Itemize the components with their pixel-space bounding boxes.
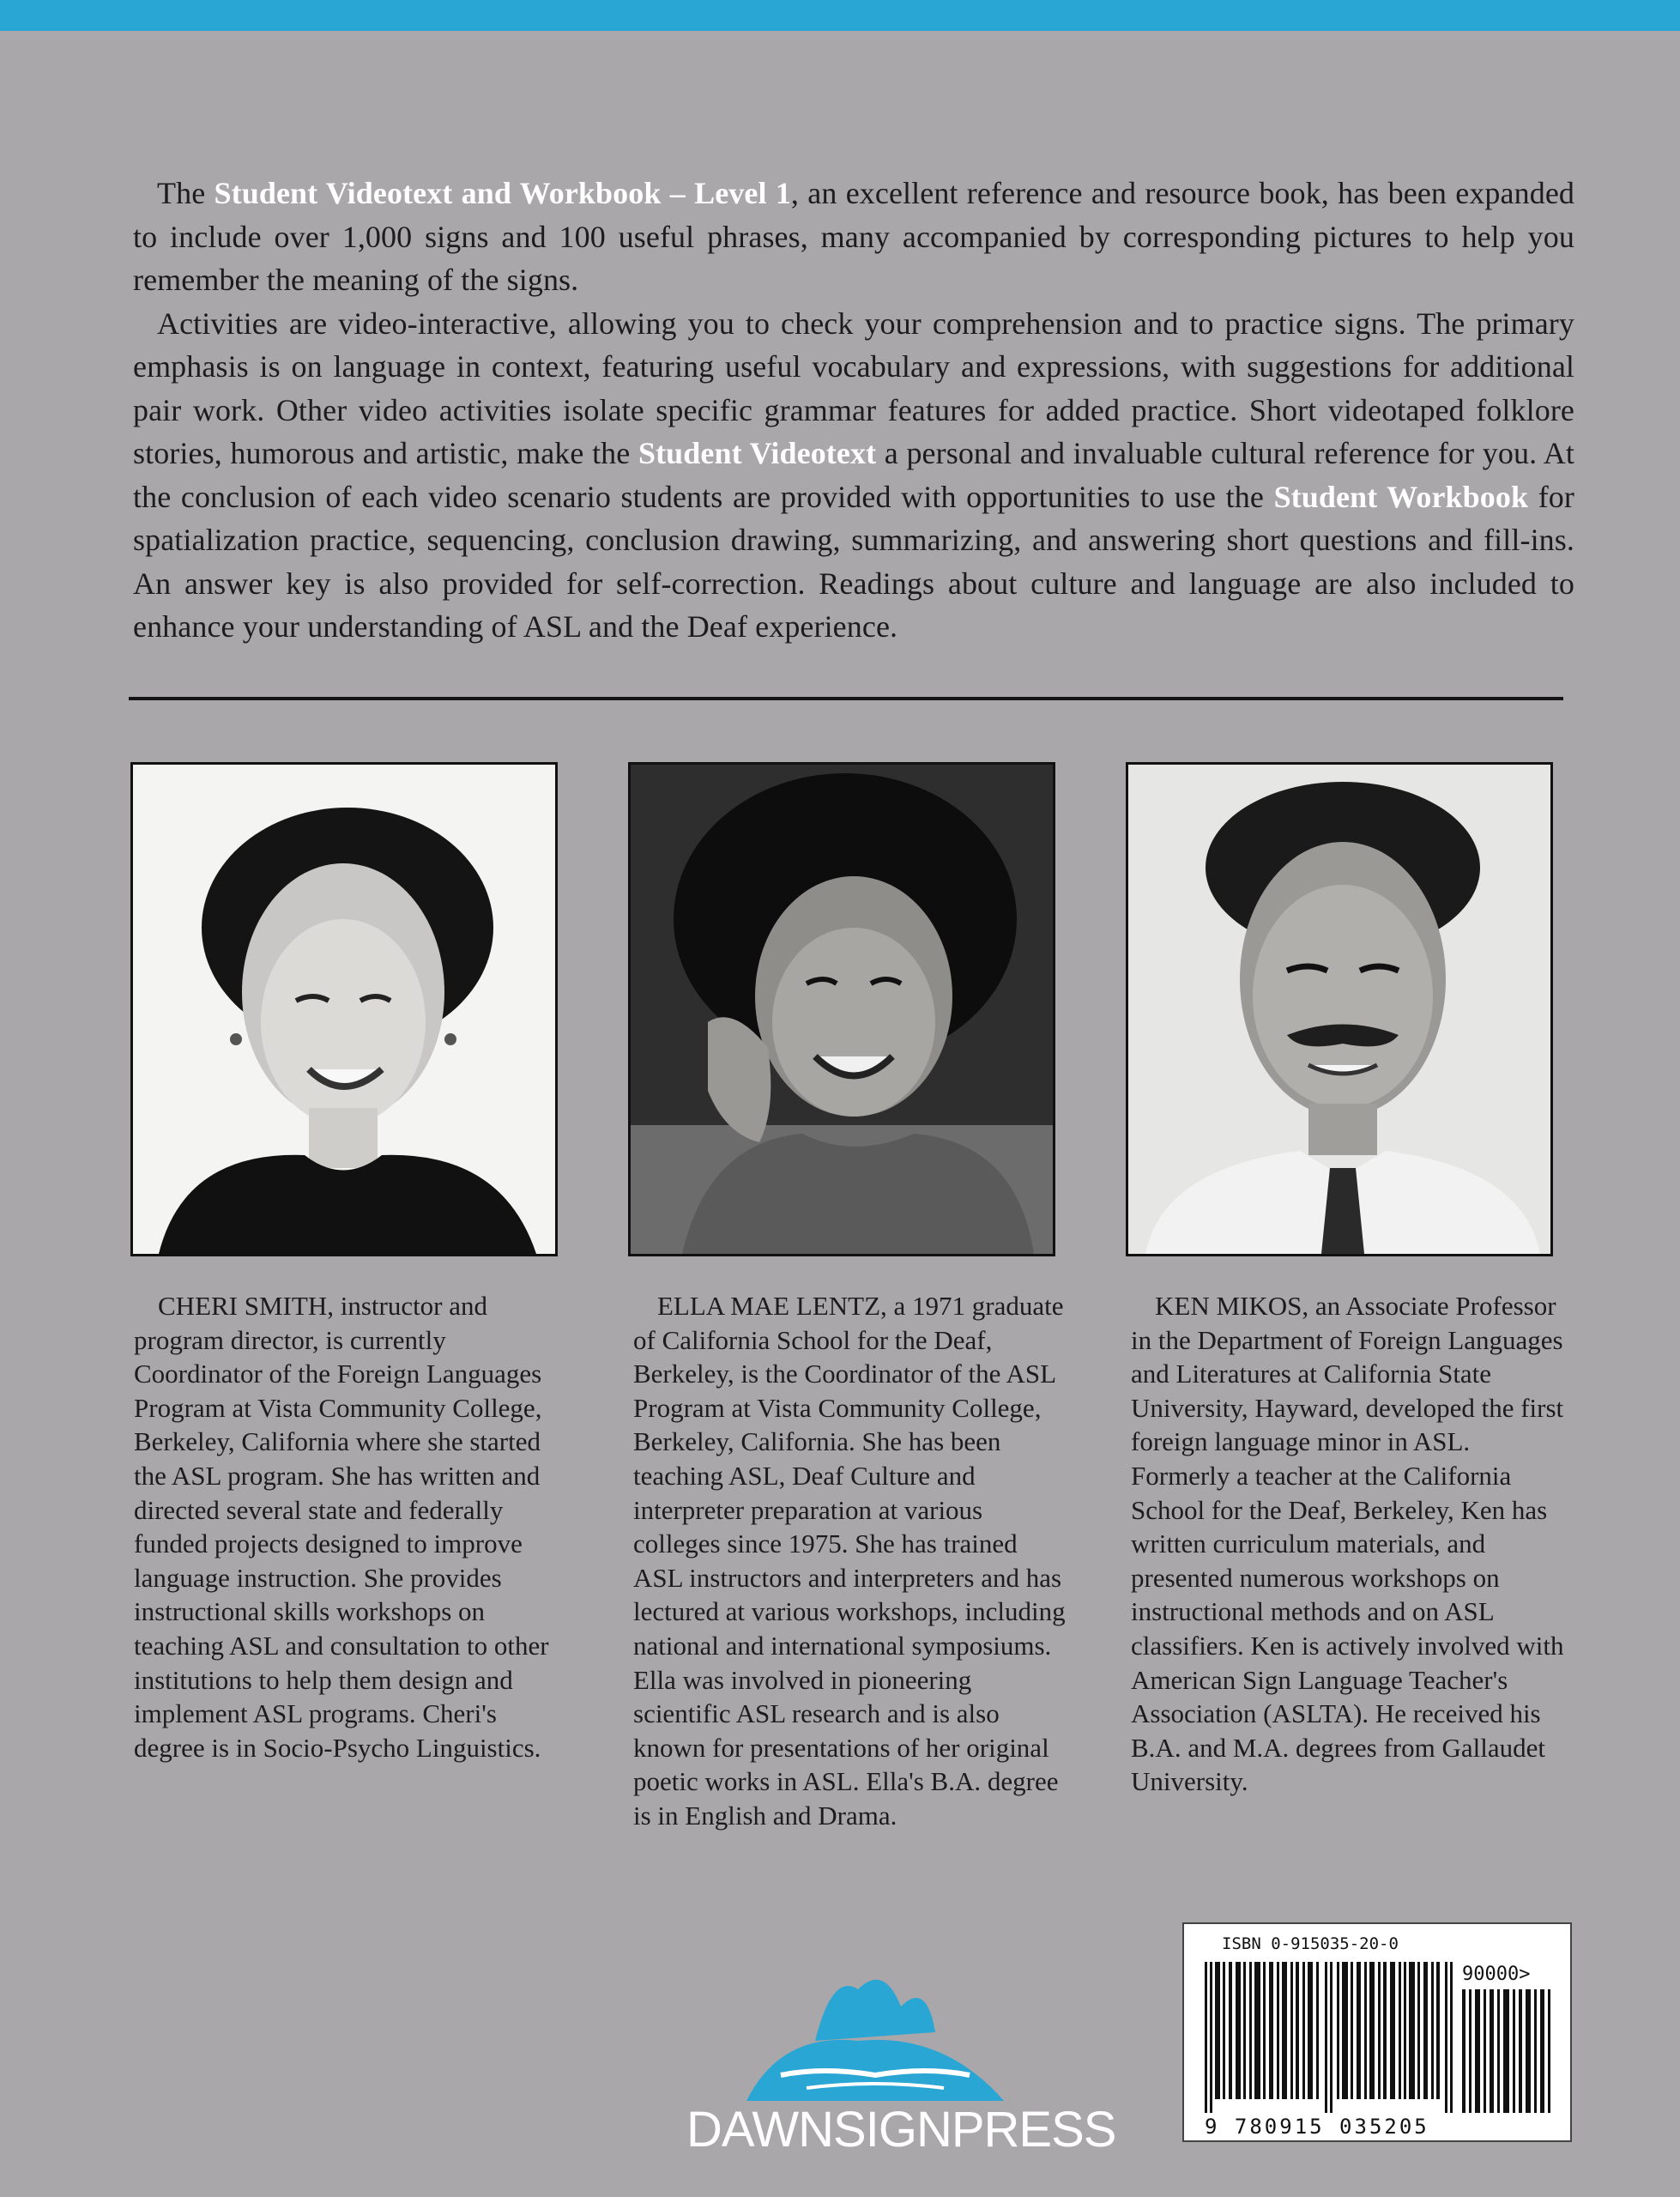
bio-ken-mikos: KEN MIKOS, an Associate Professor in the Department of Foreign Languages and Literatures at California State University, Hayward, developed the first foreign language minor in ASL. Formerly a teacher at the California School for the Deaf, Berkeley, Ken has written curriculum materials, and presented numerous workshops on instructional methods and on ASL classifiers. Ken is actively involved with American Sign Language Teacher's Association (ASLTA). He received his B.A. and M.A. degrees from Gallaudet University. (1131, 1291, 1564, 1797)
price-barcode-bars (1462, 1989, 1556, 2113)
isbn-barcode (1182, 1922, 1572, 2142)
author-photo-ella-mae-lentz (628, 762, 1055, 1256)
price-code: 90000> (1462, 1964, 1531, 1985)
intro-p2-part1: Activities are video-interactive, allowing you to check your comprehension and to practice signs. The primary emphasis is on language in context, featuring useful vocabulary and expressions, with suggestions for additional pair work. Other video activities isolate specific grammar features for added practice. Short videotaped folklore stories, humorous and artistic, make the (133, 306, 1574, 470)
bio-cheri-smith: CHERI SMITH, instructor and program director, is currently Coordinator of the Foreign Languages Program at Vista Community College, Berkeley, California where she started the ASL program. She has written and directed several state and federally funded projects designed to improve language instruction. She provides instructional skills workshops on teaching ASL and consultation to other institutions to help them design and implement ASL programs. Cheri's degree is in Socio-Psycho Linguistics. (134, 1291, 549, 1763)
author-photo-ken-mikos (1126, 762, 1553, 1256)
bio-ella-mae-lentz: ELLA MAE LENTZ, a 1971 graduate of California School for the Deaf, Berkeley, is the Coordinator of the ASL Program at Vista Community College, Berkeley, California. She has been teaching ASL, Deaf Culture and interpreter preparation at various colleges since 1975. She has trained ASL instructors and interpreters and has lectured at various workshops, including national and international symposiums. Ella was involved in pioneering scientific ASL research and is also known for presentations of her original poetic works in ASL. Ella's B.A. degree is in English and Drama. (633, 1291, 1066, 1831)
intro-p1-end: , an excellent reference and resource book, has been expanded to include over 1,000 signs and 100 useful phrases, many accompanied by corresponding pictures to help you remember the meaning of the signs. (133, 176, 1574, 297)
intro-p2-part2: a personal and invaluable cultural reference for you. At the conclusion of each video scenario students are provided with opportunities to use the (133, 436, 1574, 514)
intro-p2-part3: for spatialization practice, sequencing, conclusion drawing, summarizing, and answering short questions and fill-ins. An answer key is also provided for self-correction. Readings about culture and language are also included to enhance your understanding of ASL and the Deaf experience. (133, 479, 1574, 644)
top-color-band (0, 0, 1680, 31)
isbn-number: ISBN 0-915035-20-0 (1222, 1934, 1399, 1953)
divider-rule (129, 697, 1563, 700)
ean-number: 9 780915 035205 (1205, 2115, 1429, 2139)
student-workbook-highlight: Student Workbook (1273, 479, 1529, 514)
publisher-logo (686, 1938, 1116, 2195)
barcode-bars (1205, 1962, 1455, 2113)
intro-paragraph-2 (133, 302, 1574, 649)
publisher-name: DAWNSIGNPRESS (686, 2102, 1116, 2158)
intro-text (133, 172, 1574, 649)
intro-p1-start: The (157, 176, 215, 210)
book-title-highlight: Student Videotext and Workbook – Level 1 (214, 176, 791, 210)
author-photo-cheri-smith (130, 762, 558, 1256)
sunrise-hands-icon (686, 1938, 1064, 2101)
intro-paragraph-1 (133, 172, 1574, 302)
student-videotext-highlight: Student Videotext (638, 436, 877, 470)
